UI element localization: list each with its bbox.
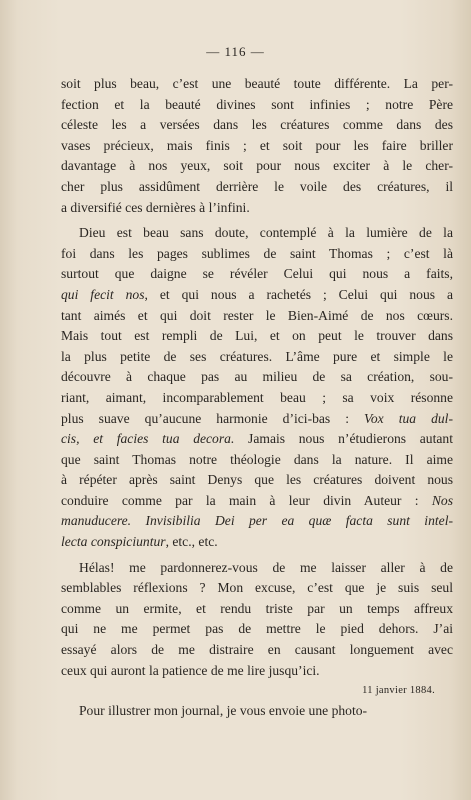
text-line: Pour illustrer mon journal, je vous envoie une photo- [79,703,368,719]
text-line: Hélas! me pardonnerez-vous de me laisser aller à de [79,559,453,575]
text-line: riant, aimant, incomparablement beau ; sa voix résonne [61,389,453,405]
text-line: qui fecit nos, et qui nous a rachetés ; Celui qui nous a [61,286,453,302]
text-line: découvre à chaque pas au milieu de sa création, sou- [61,369,453,385]
text-line: foi dans les pages sublimes de saint Thomas ; c’est là [61,245,453,261]
body-text [61,74,453,722]
text-line: à répéter après saint Denys que les créatures doivent nous [61,472,453,488]
text-line: qui ne me permet pas de mettre le pied dehors. J’ai [61,621,453,637]
text-line: surtout que daigne se révéler Celui qui nous a faits, [61,266,453,282]
dateline: 11 janvier 1884. [362,685,435,697]
text-line: la plus petite de ses créatures. L’âme pure et simple le [61,348,453,364]
text-line: Dieu est beau sans doute, contemplé à la lumière de la [79,225,453,241]
text-line: vases précieux, mais finis ; et soit pour les faire briller [61,137,453,153]
text-line: tant aimés et qui doit rester le Bien-Aimé de nos cœurs. [61,307,453,323]
text-line: que saint Thomas notre théologie dans la nature. Il aime [61,451,453,467]
text-line: davantage à nos yeux, soit pour nous exciter à le cher- [61,158,453,174]
text-line: fection et la beauté divines sont infinies ; notre Père [61,96,453,112]
text-line: Mais tout est rempli de Lui, et on peut le trouver dans [61,328,453,344]
text-line: manuducere. Invisibilia Dei per ea quæ facta sunt intel- [61,513,453,529]
text-line: conduire comme par la main à leur divin Auteur : Nos [61,492,453,508]
text-line: cher plus assidûment derrière le voile des créatures, il [61,178,453,194]
text-line: comme un ermite, et rendu triste par un temps affreux [61,600,453,616]
text-line: ceux qui auront la patience de me lire jusqu’ici. [61,662,320,678]
text-line: plus suave qu’aucune harmonie d’ici-bas : Vox tua dul- [61,410,453,426]
text-line: céleste les a versées dans les créatures comme dans des [61,117,453,133]
page-number: — 116 — [206,44,265,59]
text-line: lecta conspiciuntur, etc., etc. [61,534,218,550]
text-line: semblables réflexions ? Mon excuse, c’est que je suis seul [61,580,453,596]
text-line: cis, et facies tua decora. Jamais nous n’étudierons autant [61,431,453,447]
text-line: a diversifié ces dernières à l’infini. [61,199,250,215]
text-line: essayé alors de me distraire en causant longuement avec [61,642,453,658]
text-line: soit plus beau, c’est une beauté toute différente. La per- [61,76,453,91]
